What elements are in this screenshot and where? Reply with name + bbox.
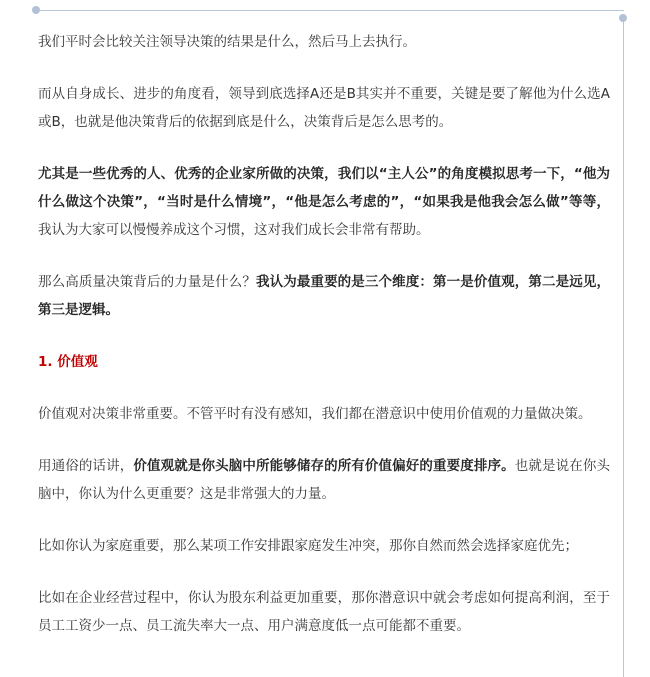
paragraph-2 [38, 80, 610, 136]
paragraph-4-lead: 那么高质量决策背后的力量是什么？ [38, 274, 256, 290]
paragraph-4-bold: 我认为最重要的是三个维度：第一是价值观，第二是远见，第三是逻辑。 [38, 274, 611, 318]
paragraph-7-text: 比如你认为家庭重要，那么某项工作安排跟家庭发生冲突，那你自然而然会选择家庭优先； [38, 538, 578, 554]
paragraph-6-bold: 价值观就是你头脑中所能够储存的所有价值偏好的重要度排序。 [133, 458, 515, 474]
frame-corner-dot-right [619, 14, 627, 22]
article-body [38, 28, 610, 664]
paragraph-2-text: 而从自身成长、进步的角度看，领导到底选择A还是B其实并不重要，关键是要了解他为什么选A或B，也就是他决策背后的依据到底是什么，决策背后是怎么思考的。 [38, 86, 610, 130]
paragraph-5-text: 价值观对决策非常重要。不管平时有没有感知，我们都在潜意识中使用价值观的力量做决策。 [38, 406, 592, 422]
paragraph-4 [38, 268, 610, 324]
frame-top-border [36, 10, 624, 11]
paragraph-3-rest: 我认为大家可以慢慢养成这个习惯，这对我们成长会非常有帮助。 [38, 222, 430, 238]
paragraph-3-bold: 尤其是一些优秀的人、优秀的企业家所做的决策，我们以“主人公”的角度模拟思考一下，“他为什么做这个决策”，“当时是什么情境”，“他是怎么考虑的”，“如果我是他我会怎么做”等等， [38, 166, 610, 210]
frame-right-border [623, 17, 624, 677]
paragraph-6-rest: 也就是说在你头脑中，你认为什么更重要？这是非常强大的力量。 [38, 458, 611, 502]
section-heading-text: 1. 价值观 [38, 354, 98, 370]
frame-corner-dot-left [32, 6, 40, 14]
paragraph-5 [38, 400, 610, 428]
paragraph-6-lead: 用通俗的话讲， [38, 458, 134, 474]
paragraph-1-text: 我们平时会比较关注领导决策的结果是什么，然后马上去执行。 [38, 34, 416, 50]
section-heading-values [38, 348, 610, 376]
paragraph-1 [38, 28, 610, 56]
paragraph-6 [38, 452, 610, 508]
paragraph-7 [38, 532, 610, 560]
paragraph-8 [38, 584, 610, 640]
paragraph-8-text: 比如在企业经营过程中，你认为股东利益更加重要，那你潜意识中就会考虑如何提高利润，至于员工工资少一点、员工流失率大一点、用户满意度低一点可能都不重要。 [38, 590, 610, 634]
paragraph-3 [38, 160, 610, 244]
